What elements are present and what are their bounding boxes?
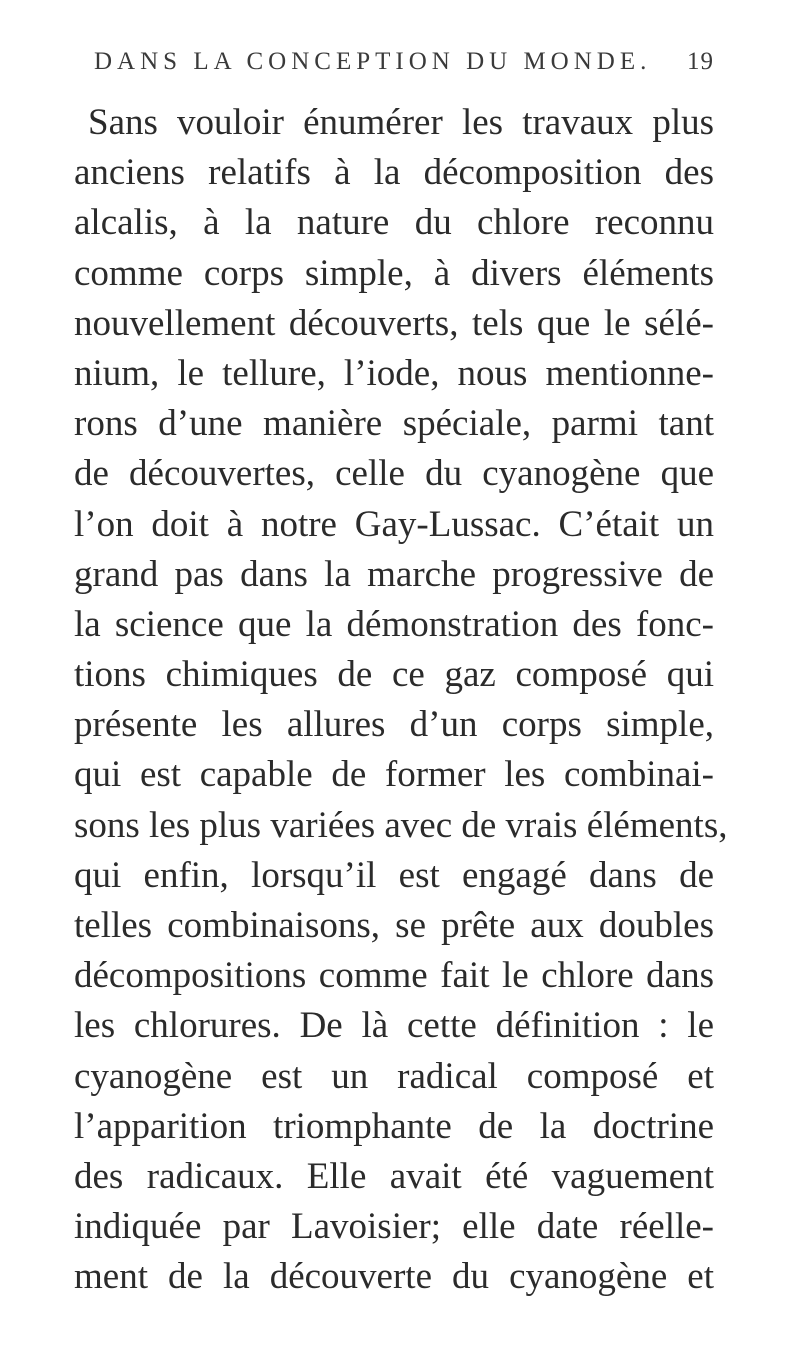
text-line: indiquée par Lavoisier; elle date réelle- <box>74 1206 714 1248</box>
text-line: telles combinaisons, se prête aux doubles <box>74 905 714 946</box>
text-line: l’apparition triomphante de la doctrine <box>74 1105 714 1147</box>
text-line: nium, le tellure, l’iode, nous mentionne- <box>74 352 714 394</box>
running-head-title: DANS LA CONCEPTION DU MONDE. <box>94 48 652 75</box>
text-line: tions chimiques de ce gaz composé qui <box>74 654 714 696</box>
text-line: sons les plus variées avec de vrais éléments, <box>74 804 728 846</box>
text-line: rons d’une manière spéciale, parmi tant <box>74 403 714 445</box>
text-line: nouvellement découverts, tels que le sélé- <box>74 302 714 344</box>
page-number: 19 <box>687 48 714 75</box>
text-line: grand pas dans la marche progressive de <box>74 553 714 595</box>
body-paragraph <box>74 98 728 1303</box>
text-line: comme corps simple, à divers éléments <box>74 252 714 294</box>
text-line: Sans vouloir énumérer les travaux plus <box>88 102 714 143</box>
text-line: ment de la découverte du cyanogène et <box>74 1256 714 1298</box>
text-line: qui est capable de former les combinai- <box>74 754 714 796</box>
text-line: anciens relatifs à la décomposition des <box>74 152 714 194</box>
text-line: l’on doit à notre Gay-Lussac. C’était un <box>74 503 714 545</box>
text-line: des radicaux. Elle avait été vaguement <box>74 1155 714 1197</box>
text-line: les chlorures. De là cette définition : le <box>74 1005 714 1047</box>
text-line: qui enfin, lorsqu’il est engagé dans de <box>74 854 714 896</box>
text-line: alcalis, à la nature du chlore reconnu <box>74 202 714 244</box>
text-line: décompositions comme fait le chlore dans <box>74 955 714 997</box>
text-line: la science que la démonstration des fonc- <box>74 603 714 645</box>
text-line: cyanogène est un radical composé et <box>74 1055 714 1097</box>
text-line: de découvertes, celle du cyanogène que <box>74 453 714 495</box>
running-head <box>94 48 714 76</box>
text-line: présente les allures d’un corps simple, <box>74 704 714 746</box>
